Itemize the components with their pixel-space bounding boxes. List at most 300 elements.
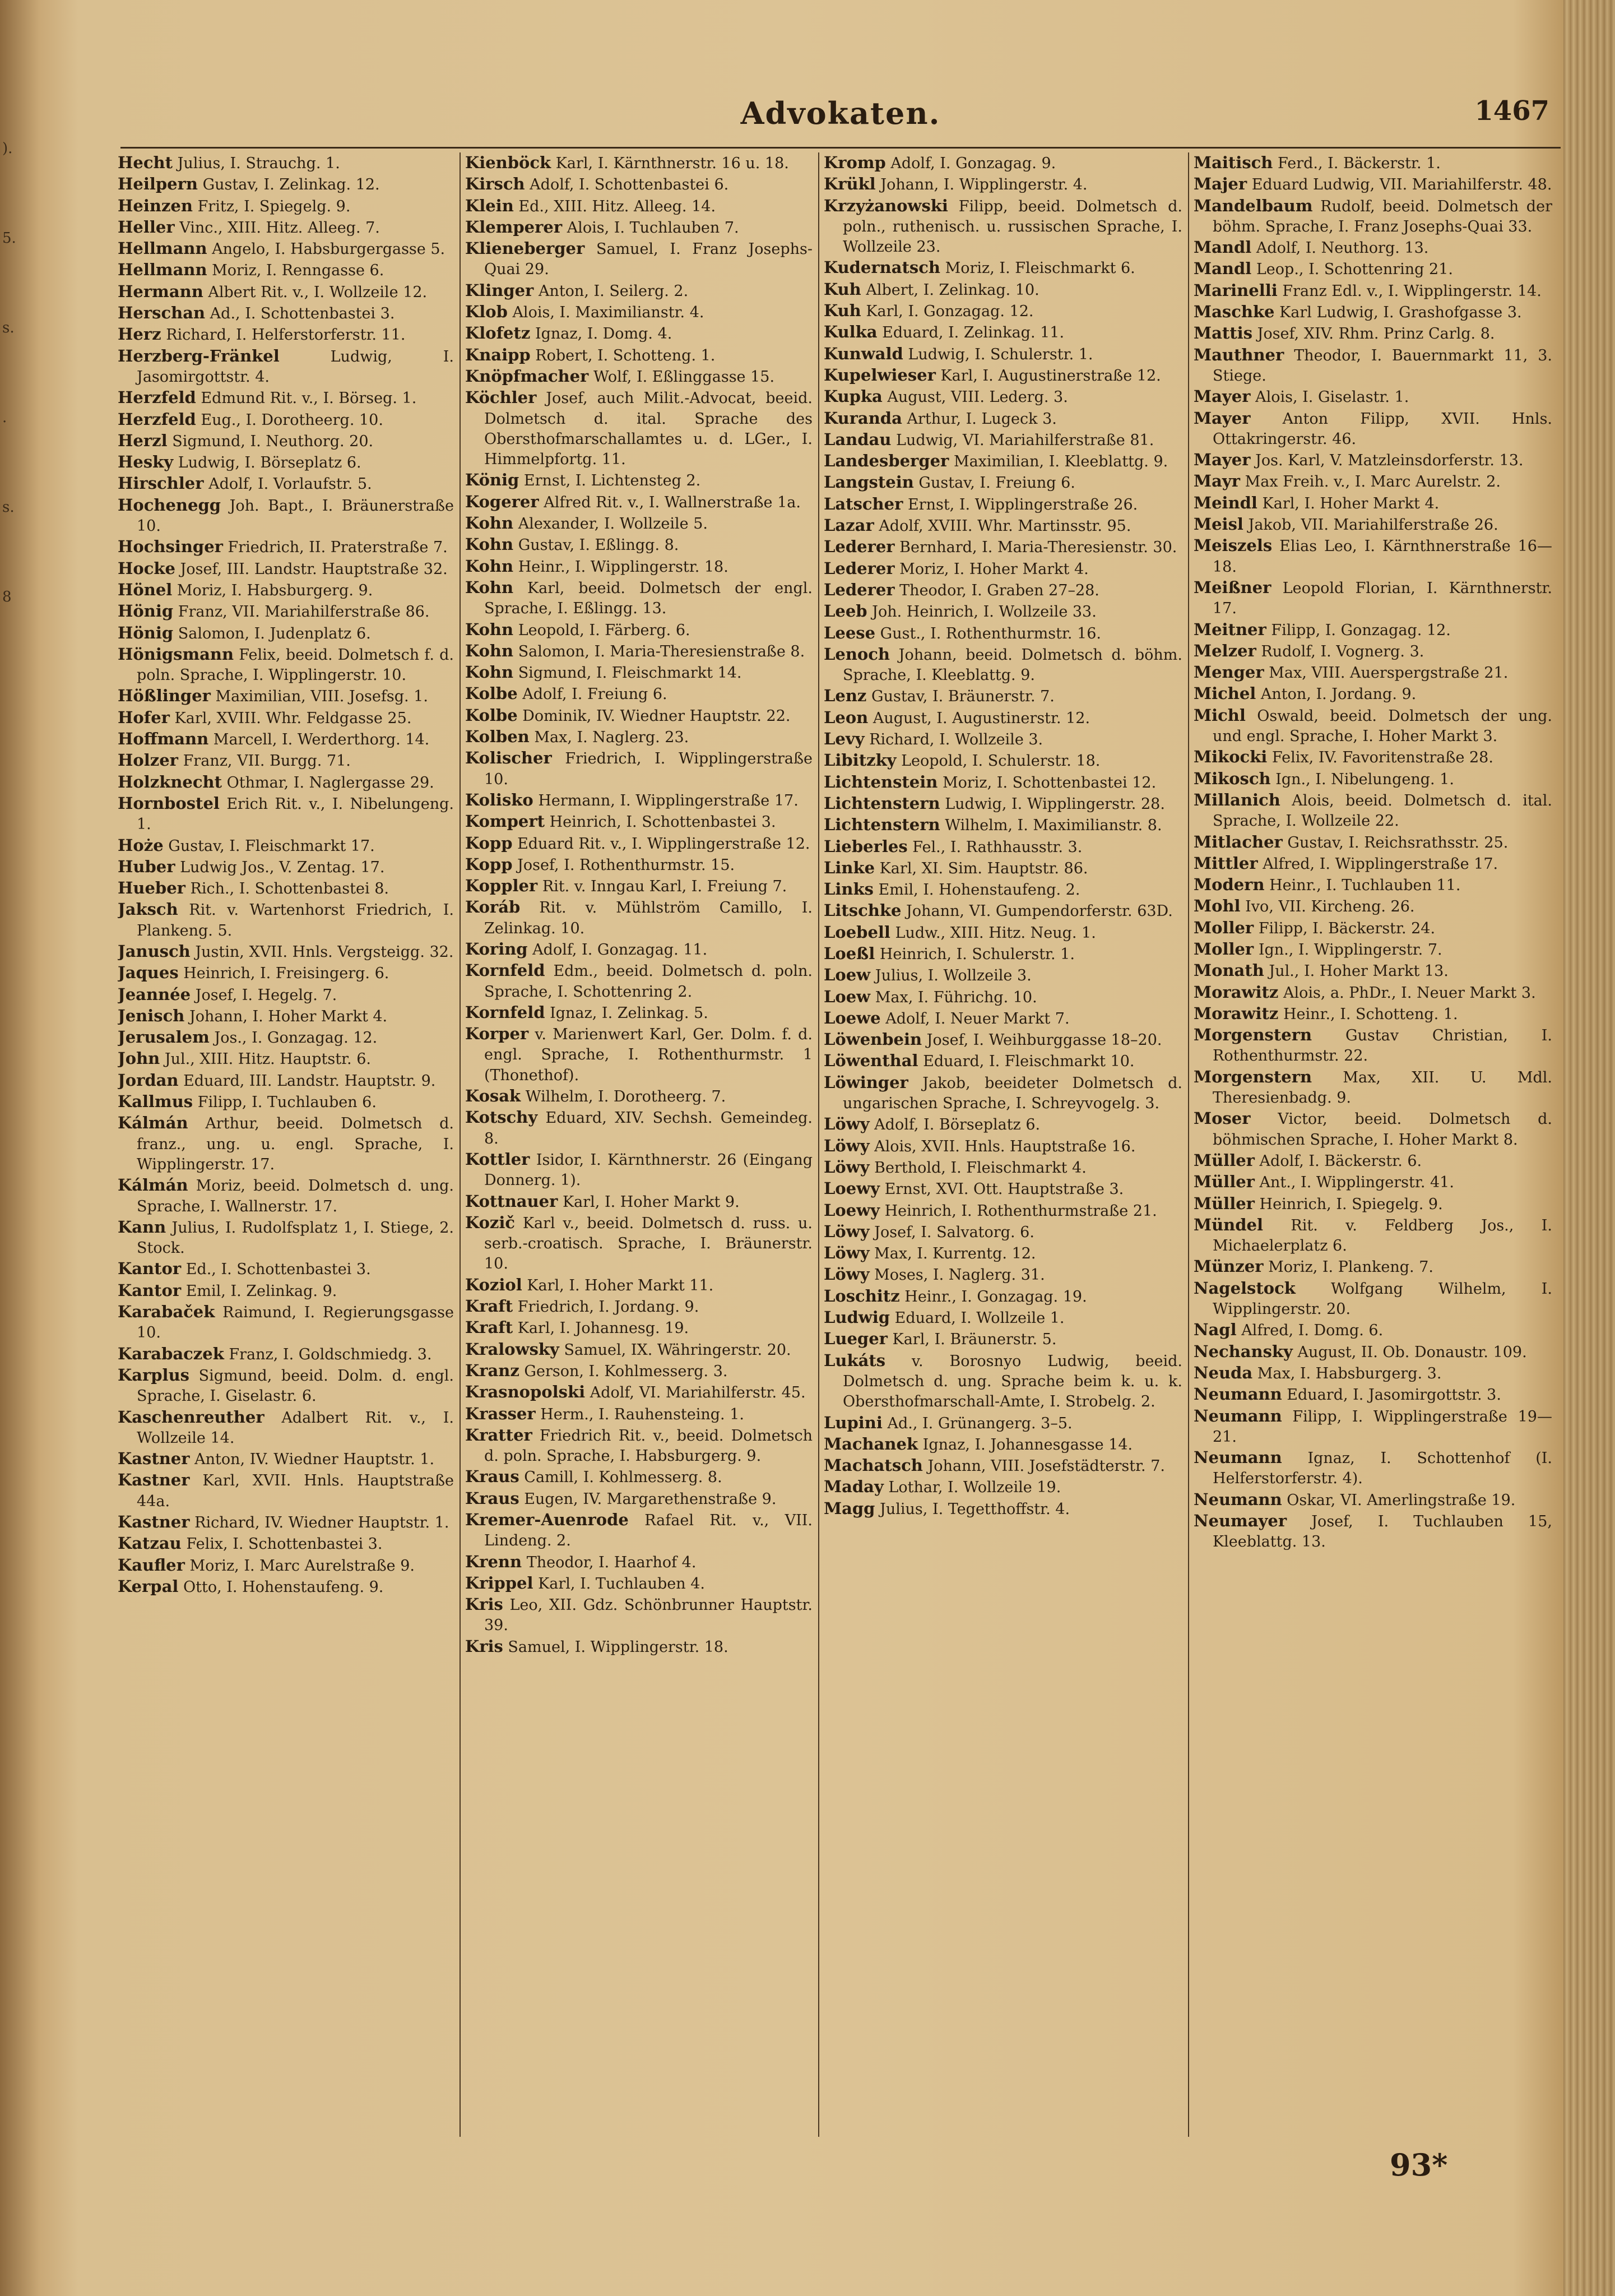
directory-entry bbox=[465, 619, 813, 641]
directory-entry bbox=[1194, 196, 1552, 238]
entry-details: Alexander, I. Wollzeile 5. bbox=[518, 515, 708, 533]
entry-details: Friedrich Rit. v., beeid. Dolmetsch d. poln. Sprache, I. Habsburgerg. 9. bbox=[484, 1427, 813, 1465]
entry-surname: Kaschenreuther bbox=[118, 1407, 264, 1427]
entry-surname: Kolisko bbox=[465, 790, 533, 809]
directory-entry bbox=[118, 984, 454, 1006]
entry-surname: Kraft bbox=[465, 1318, 513, 1337]
entry-details: August, II. Ob. Donaustr. 109. bbox=[1297, 1343, 1527, 1361]
entry-surname: Lichtenstein bbox=[824, 772, 938, 791]
entry-surname: Hocke bbox=[118, 558, 175, 578]
entry-details: Franz Edl. v., I. Wipplingerstr. 14. bbox=[1282, 282, 1542, 300]
directory-entry bbox=[824, 257, 1182, 279]
directory-entry bbox=[824, 858, 1182, 879]
entry-surname: Kremer-Auenrode bbox=[465, 1510, 629, 1529]
directory-entry bbox=[118, 1280, 454, 1302]
directory-entry bbox=[465, 833, 813, 854]
directory-entry bbox=[118, 750, 454, 771]
signature-mark: 93* bbox=[1390, 2147, 1448, 2183]
directory-entry bbox=[465, 174, 813, 195]
directory-entry bbox=[1194, 705, 1552, 747]
entry-details: Sigmund, I. Fleischmarkt 14. bbox=[518, 664, 742, 682]
directory-entry bbox=[118, 1533, 454, 1554]
entry-details: Richard, IV. Wiedner Hauptstr. 1. bbox=[194, 1514, 449, 1531]
entry-details: Heinrich, I. Schottenbastei 3. bbox=[549, 813, 776, 831]
entry-surname: Kupka bbox=[824, 387, 883, 406]
entry-surname: Majer bbox=[1194, 174, 1247, 194]
directory-entry bbox=[465, 345, 813, 366]
entry-surname: Loewy bbox=[824, 1179, 880, 1198]
entry-surname: Kosak bbox=[465, 1086, 521, 1106]
directory-entry bbox=[118, 238, 454, 260]
directory-entry bbox=[1194, 1384, 1552, 1405]
margin-mark: 8 bbox=[2, 589, 12, 605]
column-3 bbox=[824, 152, 1182, 2148]
entry-surname: Morawitz bbox=[1194, 982, 1279, 1002]
entry-surname: Mandelbaum bbox=[1194, 196, 1313, 215]
entry-surname: Hornbostel bbox=[118, 793, 220, 813]
directory-entry bbox=[118, 495, 454, 537]
entry-details: Fritz, I. Spiegelg. 9. bbox=[197, 197, 351, 215]
entry-details: Alois, a. PhDr., I. Neuer Markt 3. bbox=[1283, 984, 1536, 1002]
directory-entry bbox=[118, 580, 454, 601]
directory-entry bbox=[1194, 535, 1552, 577]
directory-entry bbox=[465, 1107, 813, 1149]
entry-surname: Leese bbox=[824, 623, 876, 642]
entry-details: Adolf, I. Freiung 6. bbox=[522, 686, 667, 703]
entry-details: Alfred, I. Wipplingerstraße 17. bbox=[1263, 855, 1498, 873]
entry-surname: Holzer bbox=[118, 751, 178, 770]
entry-surname: Lederer bbox=[824, 537, 895, 557]
directory-entry bbox=[1194, 1278, 1552, 1320]
entry-details: Edm., beeid. Dolmetsch d. poln. Sprache, I. Schottenring 2. bbox=[484, 962, 813, 1001]
entry-details: Wolfgang Wilhelm, I. Wipplingerstr. 20. bbox=[1213, 1280, 1552, 1318]
entry-details: Jakob, beeideter Dolmetsch d. ungarischen Sprache, I. Schreyvogelg. 3. bbox=[843, 1074, 1182, 1113]
entry-surname: Hoffmann bbox=[118, 729, 209, 749]
directory-entry bbox=[1194, 302, 1552, 323]
directory-entry bbox=[465, 1573, 813, 1594]
entry-details: Eduard, I. Wollzeile 1. bbox=[894, 1309, 1065, 1327]
directory-entry bbox=[824, 174, 1182, 195]
entry-details: Moses, I. Naglerg. 31. bbox=[874, 1266, 1045, 1284]
directory-entry bbox=[824, 965, 1182, 986]
directory-entry bbox=[1194, 1025, 1552, 1067]
directory-entry bbox=[824, 1157, 1182, 1178]
directory-entry bbox=[118, 707, 454, 729]
entry-details: Ignaz, I. Johannesgasse 14. bbox=[922, 1436, 1133, 1453]
entry-surname: Meisl bbox=[1194, 515, 1243, 534]
directory-entry bbox=[1194, 450, 1552, 471]
entry-surname: Kohn bbox=[465, 535, 514, 554]
entry-surname: Neumann bbox=[1194, 1448, 1282, 1468]
entry-surname: Loeßl bbox=[824, 943, 875, 963]
entry-details: Filipp, I. Wipplingerstraße 19—21. bbox=[1213, 1408, 1552, 1446]
entry-details: Heinrich, I. Rothenthurmstraße 21. bbox=[884, 1202, 1157, 1220]
entry-surname: Mandl bbox=[1194, 238, 1252, 257]
entry-surname: Kohn bbox=[465, 619, 514, 639]
entry-surname: Kálmán bbox=[118, 1175, 188, 1195]
entry-details: Adolf, I. Gonzagag. 11. bbox=[532, 941, 708, 959]
directory-entry bbox=[1194, 662, 1552, 683]
directory-entry bbox=[118, 1576, 454, 1598]
entry-surname: Lueger bbox=[824, 1329, 888, 1349]
entry-surname: Kastner bbox=[118, 1512, 190, 1531]
directory-entry bbox=[1194, 237, 1552, 258]
entry-details: Karl, XVII. Hnls. Hauptstraße 44a. bbox=[137, 1472, 454, 1510]
entry-details: Leopold, I. Färberg. 6. bbox=[518, 621, 690, 639]
directory-entry bbox=[824, 1350, 1182, 1413]
entry-details: Gustav, I. Eßlingg. 8. bbox=[518, 536, 679, 554]
directory-entry bbox=[465, 280, 813, 302]
entry-details: Alfred, I. Domg. 6. bbox=[1241, 1322, 1384, 1340]
entry-surname: Kranz bbox=[465, 1360, 519, 1380]
directory-entry bbox=[465, 1552, 813, 1573]
directory-entry bbox=[824, 1050, 1182, 1072]
entry-surname: Michl bbox=[1194, 705, 1246, 725]
entry-details: Angelo, I. Habsburgergasse 5. bbox=[212, 240, 445, 258]
entry-details: Gustav, I. Bräunerstr. 7. bbox=[871, 688, 1055, 706]
directory-entry bbox=[118, 1344, 454, 1365]
entry-surname: Michel bbox=[1194, 684, 1256, 703]
entry-details: Josef, auch Milit.-Advocat, beeid. Dolmetsch d. ital. Sprache des Obersthofmarschallamtes u. d. LGer., I. Himmelpfortg. 11. bbox=[484, 390, 813, 469]
entry-surname: Koring bbox=[465, 939, 528, 959]
entry-surname: Klob bbox=[465, 302, 508, 322]
entry-details: Josef, III. Landstr. Hauptstraße 32. bbox=[180, 560, 448, 578]
directory-entry bbox=[465, 577, 813, 619]
entry-surname: Mikocki bbox=[1194, 747, 1268, 767]
directory-entry bbox=[1194, 323, 1552, 344]
entry-surname: Kolben bbox=[465, 727, 530, 747]
entry-surname: Kromp bbox=[824, 153, 886, 172]
entry-details: Franz, I. Goldschmiedg. 3. bbox=[229, 1345, 432, 1363]
directory-entry bbox=[465, 366, 813, 387]
entry-details: Josef, I. Weihburggasse 18–20. bbox=[926, 1031, 1162, 1049]
column-divider bbox=[460, 152, 461, 2137]
entry-details: Karl, I. Tuchlauben 4. bbox=[538, 1575, 705, 1593]
entry-details: Adolf, I. Schottenbastei 6. bbox=[530, 176, 729, 194]
entry-surname: Hesky bbox=[118, 452, 174, 472]
entry-details: Josef, I. Tuchlauben 15, Kleeblattg. 13. bbox=[1213, 1513, 1552, 1551]
entry-details: Johann, VIII. Josefstädterstr. 7. bbox=[927, 1457, 1165, 1475]
directory-entry bbox=[465, 1382, 813, 1403]
directory-entry bbox=[1194, 1511, 1552, 1553]
entry-surname: Knöpfmacher bbox=[465, 366, 589, 386]
entry-surname: Links bbox=[824, 879, 874, 899]
entry-details: Edmund Rit. v., I. Börseg. 1. bbox=[201, 390, 417, 408]
entry-surname: Loebell bbox=[824, 922, 890, 942]
entry-details: Gustav, I. Reichsrathsstr. 25. bbox=[1287, 834, 1509, 851]
directory-entry bbox=[1194, 1193, 1552, 1215]
directory-entry bbox=[1194, 790, 1552, 832]
entry-surname: Kraus bbox=[465, 1488, 519, 1508]
entry-surname: Kupelwieser bbox=[824, 365, 936, 385]
entry-surname: Klieneberger bbox=[465, 239, 585, 258]
directory-entry bbox=[465, 1296, 813, 1317]
entry-details: Friedrich, II. Praterstraße 7. bbox=[228, 539, 448, 557]
entry-details: Max, I. Führichg. 10. bbox=[875, 988, 1037, 1006]
entry-surname: Lukáts bbox=[824, 1350, 886, 1370]
entry-surname: Hönig bbox=[118, 623, 174, 642]
entry-surname: Neumann bbox=[1194, 1406, 1282, 1425]
directory-entry bbox=[824, 515, 1182, 536]
entry-surname: Leeb bbox=[824, 601, 867, 621]
entry-surname: Loschitz bbox=[824, 1286, 900, 1306]
directory-entry bbox=[465, 152, 813, 174]
entry-surname: Ludwig bbox=[824, 1308, 890, 1327]
directory-entry bbox=[1194, 493, 1552, 514]
directory-entry bbox=[465, 196, 813, 217]
entry-details: v. Marienwert Karl, Ger. Dolm. f. d. engl. Sprache, I. Rothenthurmstr. 1 (Thonethof). bbox=[484, 1026, 813, 1084]
entry-details: Gustav, I. Fleischmarkt 17. bbox=[168, 837, 375, 855]
entry-details: Karl, beeid. Dolmetsch der engl. Sprache, I. Eßlingg. 13. bbox=[484, 579, 813, 618]
entry-surname: Köchler bbox=[465, 388, 537, 408]
directory-entry bbox=[824, 196, 1182, 258]
entry-details: Albert, I. Zelinkag. 10. bbox=[866, 281, 1039, 299]
entry-details: Alois, I. Tuchlauben 7. bbox=[567, 219, 739, 237]
entry-surname: Lazar bbox=[824, 516, 874, 535]
entry-surname: Katzau bbox=[118, 1534, 182, 1553]
entry-details: Moriz, I. Renngasse 6. bbox=[212, 262, 384, 280]
entry-details: Camill, I. Kohlmesserg. 8. bbox=[524, 1469, 722, 1487]
entry-details: Julius, I. Rudolfsplatz 1, I. Stiege, 2. Stock. bbox=[137, 1219, 454, 1257]
directory-entry bbox=[824, 707, 1182, 729]
entry-details: Johann, I. Hoher Markt 4. bbox=[189, 1007, 388, 1025]
entry-details: Karl, I. Hoher Markt 11. bbox=[527, 1276, 714, 1294]
entry-surname: Knaipp bbox=[465, 345, 531, 364]
entry-surname: Lichtenstern bbox=[824, 815, 940, 835]
entry-surname: Mittler bbox=[1194, 853, 1258, 873]
directory-entry bbox=[1194, 896, 1552, 917]
entry-details: Adolf, VI. Mariahilferstr. 45. bbox=[590, 1384, 806, 1402]
entry-surname: Kerpal bbox=[118, 1576, 179, 1596]
entry-details: Anton, IV. Wiedner Hauptstr. 1. bbox=[194, 1451, 435, 1469]
entry-details: Rit. v. Inngau Karl, I. Freiung 7. bbox=[542, 878, 787, 896]
entry-details: Maximilian, I. Kleeblattg. 9. bbox=[953, 453, 1168, 471]
directory-entry bbox=[824, 922, 1182, 943]
entry-surname: Maschke bbox=[1194, 302, 1275, 322]
entry-surname: Löwenbein bbox=[824, 1030, 922, 1049]
entry-details: Julius, I. Strauchg. 1. bbox=[177, 155, 340, 172]
entry-surname: Mohl bbox=[1194, 896, 1241, 916]
directory-entry bbox=[118, 1365, 454, 1407]
directory-entry bbox=[465, 1275, 813, 1296]
entry-details: Ad., I. Schottenbastei 3. bbox=[210, 305, 395, 323]
entry-details: Rit. v. Wartenhorst Friedrich, I. Plankeng. 5. bbox=[137, 901, 454, 939]
entry-details: Karl v., beeid. Dolmetsch d. russ. u. serb.-croatisch. Sprache, I. Bräunerstr. 10. bbox=[484, 1214, 813, 1273]
entry-details: Wolf, I. Eßlinggasse 15. bbox=[593, 368, 775, 386]
entry-details: Wilhelm, I. Maximilianstr. 8. bbox=[945, 817, 1162, 835]
entry-details: Gust., I. Rothenthurmstr. 16. bbox=[880, 624, 1101, 642]
entry-details: Eduard Ludwig, VII. Mariahilferstr. 48. bbox=[1251, 176, 1552, 194]
entry-surname: Löwy bbox=[824, 1265, 870, 1284]
entry-details: Karl, I. Gonzagag. 12. bbox=[866, 303, 1034, 321]
entry-details: Karl, I. Johannesg. 19. bbox=[517, 1320, 689, 1337]
entry-surname: Morgenstern bbox=[1194, 1025, 1312, 1045]
entry-details: Adolf, XVIII. Whr. Martinsstr. 95. bbox=[879, 517, 1131, 535]
entry-details: Leo, XII. Gdz. Schönbrunner Hauptstr. 39. bbox=[484, 1596, 813, 1635]
directory-entry bbox=[118, 1006, 454, 1027]
directory-entry bbox=[118, 686, 454, 707]
entry-details: Theodor, I. Graben 27–28. bbox=[899, 581, 1099, 599]
entry-surname: Hellmann bbox=[118, 260, 207, 280]
entry-details: Jos., I. Gonzagag. 12. bbox=[214, 1029, 378, 1047]
directory-entry bbox=[118, 473, 454, 494]
entry-surname: Kohn bbox=[465, 577, 514, 597]
entry-details: August, I. Augustinerstr. 12. bbox=[873, 709, 1090, 727]
entry-details: Alfred Rit. v., I. Wallnerstraße 1a. bbox=[544, 493, 801, 511]
entry-surname: Kohn bbox=[465, 556, 514, 576]
entry-surname: Kolbe bbox=[465, 684, 518, 703]
directory-entry bbox=[824, 408, 1182, 429]
directory-entry bbox=[118, 1027, 454, 1048]
entry-surname: Koziol bbox=[465, 1275, 522, 1294]
entry-details: Wilhelm, I. Dorotheerg. 7. bbox=[525, 1088, 726, 1106]
directory-entry bbox=[1194, 747, 1552, 768]
entry-details: Max Freih. v., I. Marc Aurelstr. 2. bbox=[1245, 473, 1501, 491]
directory-entry bbox=[824, 1136, 1182, 1157]
column-divider bbox=[1188, 152, 1189, 2137]
entry-surname: Maday bbox=[824, 1477, 884, 1497]
entry-details: Marcell, I. Werderthorg. 14. bbox=[213, 731, 430, 749]
entry-details: Emil, I. Hohenstaufeng. 2. bbox=[878, 881, 1080, 899]
entry-surname: Krasnopolski bbox=[465, 1382, 586, 1402]
entry-surname: Jaques bbox=[118, 963, 179, 983]
entry-surname: Kolbe bbox=[465, 705, 518, 725]
entry-surname: Kompert bbox=[465, 812, 545, 831]
entry-details: Gustav Christian, I. Rothenthurmstr. 22. bbox=[1213, 1027, 1552, 1065]
directory-entry bbox=[118, 1175, 454, 1217]
entry-surname: Münzer bbox=[1194, 1257, 1264, 1276]
entry-details: Ernst, I. Lichtensteg 2. bbox=[523, 472, 701, 490]
entry-surname: Hönig bbox=[118, 601, 174, 621]
entry-details: Franz, VII. Burgg. 71. bbox=[183, 752, 351, 770]
directory-entry bbox=[1194, 1067, 1552, 1109]
entry-details: Adalbert Rit. v., I. Wollzeile 14. bbox=[137, 1409, 454, 1447]
entry-surname: Kohn bbox=[465, 641, 514, 660]
directory-entry bbox=[1194, 1341, 1552, 1363]
entry-details: Arthur, beeid. Dolmetsch d. franz., ung. u. engl. Sprache, I. Wipplingerstr. 17. bbox=[137, 1115, 454, 1173]
entry-details: Richard, I. Wollzeile 3. bbox=[869, 731, 1043, 749]
directory-entry bbox=[1194, 280, 1552, 302]
entry-details: Jos. Karl, V. Matzleinsdorferstr. 13. bbox=[1255, 452, 1524, 470]
directory-entry bbox=[824, 536, 1182, 558]
entry-surname: Kris bbox=[465, 1595, 503, 1614]
entry-surname: Mayr bbox=[1194, 471, 1241, 491]
directory-entry bbox=[824, 836, 1182, 858]
directory-entry bbox=[465, 641, 813, 662]
entry-surname: Hößlinger bbox=[118, 686, 211, 706]
entry-details: Ed., XIII. Hitz. Alleeg. 14. bbox=[518, 197, 716, 215]
entry-details: Heinr., I. Wipplingerstr. 18. bbox=[518, 558, 728, 576]
directory-entry bbox=[465, 683, 813, 705]
entry-details: Ignaz, I. Domg. 4. bbox=[535, 325, 672, 343]
directory-entry bbox=[824, 793, 1182, 814]
entry-details: Karl, I. Augustinerstraße 12. bbox=[940, 367, 1161, 385]
entry-details: Anton, I. Seilerg. 2. bbox=[538, 282, 689, 300]
entry-surname: Koráb bbox=[465, 897, 521, 917]
entry-surname: Hochsinger bbox=[118, 537, 223, 557]
directory-entry bbox=[1194, 853, 1552, 874]
entry-details: Eugen, IV. Margarethenstraße 9. bbox=[524, 1490, 777, 1508]
entry-surname: Meitner bbox=[1194, 619, 1266, 639]
entry-details: Alois, I. Maximilianstr. 4. bbox=[512, 304, 704, 322]
entry-surname: Hellmann bbox=[118, 239, 207, 258]
directory-entry bbox=[824, 750, 1182, 771]
entry-details: Albert Rit. v., I. Wollzeile 12. bbox=[208, 283, 428, 301]
entry-details: Arthur, I. Lugeck 3. bbox=[907, 410, 1057, 428]
directory-entry bbox=[118, 878, 454, 899]
directory-entry bbox=[824, 1476, 1182, 1498]
directory-entry bbox=[118, 217, 454, 238]
directory-entry bbox=[824, 152, 1182, 174]
directory-entry bbox=[465, 470, 813, 491]
entry-details: Heinrich, I. Spiegelg. 9. bbox=[1259, 1195, 1443, 1213]
entry-surname: Korper bbox=[465, 1024, 529, 1044]
entry-surname: Heinzen bbox=[118, 196, 193, 215]
entry-surname: Machanek bbox=[824, 1434, 918, 1453]
page-number: 1467 bbox=[1474, 95, 1549, 127]
entry-details: Friedrich, I. Wipplingerstraße 10. bbox=[484, 750, 813, 788]
entry-surname: Jenisch bbox=[118, 1006, 185, 1025]
directory-entry bbox=[118, 644, 454, 686]
entry-surname: Löwenthal bbox=[824, 1051, 918, 1071]
entry-details: Oswald, beeid. Dolmetsch der ung. und engl. Sprache, I. Hoher Markt 3. bbox=[1213, 707, 1552, 746]
entry-details: Josef, I. Rothenthurmstr. 15. bbox=[517, 856, 735, 874]
entry-surname: Hecht bbox=[118, 153, 173, 172]
directory-entry bbox=[465, 1002, 813, 1024]
entry-details: Rudolf, beeid. Dolmetsch der böhm. Sprache, I. Franz Josephs-Quai 33. bbox=[1213, 197, 1552, 235]
entry-details: Adolf, I. Gonzagag. 9. bbox=[890, 155, 1056, 172]
directory-entry bbox=[824, 623, 1182, 644]
entry-surname: Karabaczek bbox=[118, 1344, 224, 1363]
entry-surname: Monath bbox=[1194, 961, 1264, 980]
entry-details: Ernst, I. Wipplingerstraße 26. bbox=[907, 496, 1138, 513]
entry-details: Leopold Florian, I. Kärnthnerstr. 17. bbox=[1213, 579, 1552, 618]
entry-details: Samuel, I. Franz Josephs-Quai 29. bbox=[484, 240, 813, 279]
directory-entry bbox=[824, 1008, 1182, 1029]
entry-surname: Morawitz bbox=[1194, 1003, 1279, 1023]
entry-details: Karl, XVIII. Whr. Feldgasse 25. bbox=[174, 709, 412, 727]
entry-surname: Kaufler bbox=[118, 1555, 185, 1575]
entry-surname: Krasser bbox=[465, 1404, 536, 1423]
directory-entry bbox=[118, 1470, 454, 1512]
entry-details: Samuel, IX. Währingerstr. 20. bbox=[564, 1341, 791, 1359]
directory-entry bbox=[1194, 918, 1552, 939]
directory-entry bbox=[118, 1448, 454, 1470]
entry-surname: Kudernatsch bbox=[824, 258, 940, 277]
entry-surname: Krenn bbox=[465, 1552, 522, 1571]
entry-surname: Jerusalem bbox=[118, 1027, 210, 1047]
directory-entry bbox=[1194, 577, 1552, 619]
entry-details: Berthold, I. Fleischmarkt 4. bbox=[874, 1159, 1087, 1177]
entry-details: Joh. Bapt., I. Bräunerstraße 10. bbox=[137, 497, 454, 535]
entry-surname: Krzyżanowski bbox=[824, 196, 948, 215]
entry-surname: Kulka bbox=[824, 322, 878, 342]
directory-entry bbox=[118, 729, 454, 750]
directory-entry bbox=[824, 1264, 1182, 1285]
entry-surname: Kuh bbox=[824, 301, 861, 321]
entry-surname: Kottnauer bbox=[465, 1191, 558, 1211]
entry-details: Hermann, I. Wipplingerstraße 17. bbox=[538, 791, 799, 809]
entry-details: Karl Ludwig, I. Grashofgasse 3. bbox=[1279, 304, 1522, 322]
directory-entry bbox=[465, 1149, 813, 1191]
directory-entry bbox=[465, 705, 813, 726]
directory-entry bbox=[1194, 1406, 1552, 1448]
directory-entry bbox=[465, 1510, 813, 1552]
entry-details: Eug., I. Dorotheerg. 10. bbox=[201, 411, 383, 429]
entry-surname: Krippel bbox=[465, 1573, 533, 1593]
entry-surname: Heller bbox=[118, 217, 175, 237]
entry-details: Ludwig, I. Börseplatz 6. bbox=[178, 454, 361, 472]
